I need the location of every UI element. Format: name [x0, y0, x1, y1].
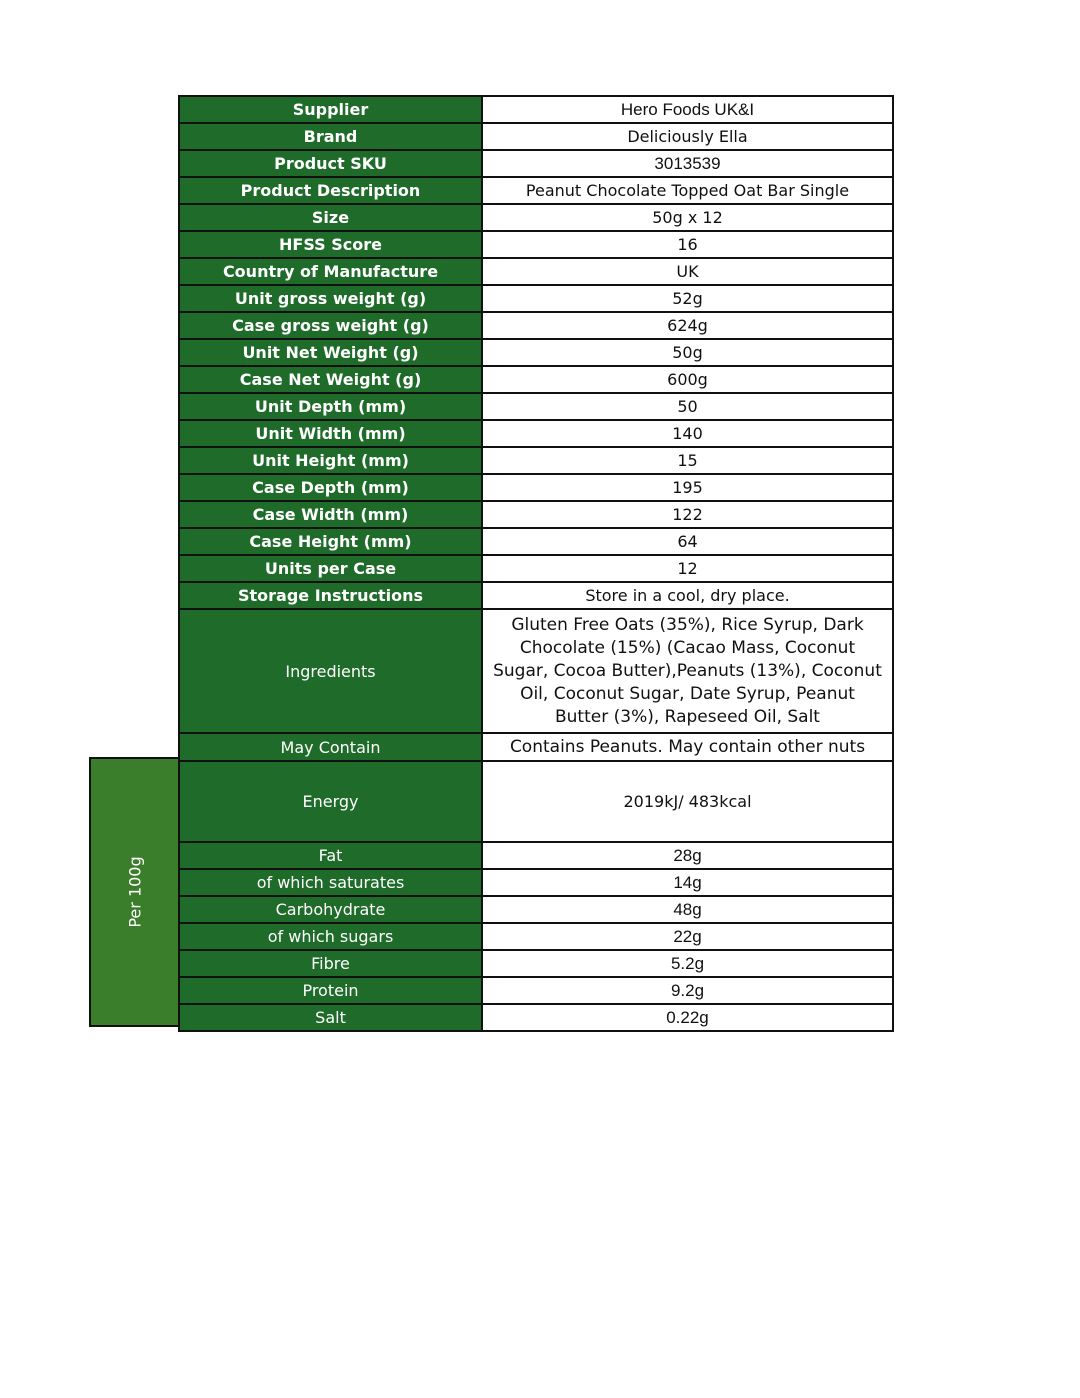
- spec-label: Unit Depth (mm): [179, 393, 482, 420]
- spec-label: Supplier: [179, 96, 482, 123]
- nutrition-label: Fat: [179, 842, 482, 869]
- spec-row-storage: [179, 582, 893, 609]
- spec-row-hfss-score: [179, 231, 893, 258]
- nutrition-row-protein: [179, 977, 893, 1004]
- spec-value: 624g: [482, 312, 893, 339]
- spec-row-case-net-weight: [179, 366, 893, 393]
- nutrition-label: Protein: [179, 977, 482, 1004]
- spec-row-unit-net-weight: [179, 339, 893, 366]
- spec-label: Unit gross weight (g): [179, 285, 482, 312]
- spec-row-units-per-case: [179, 555, 893, 582]
- spec-label: Size: [179, 204, 482, 231]
- nutrition-value: 48g: [482, 896, 893, 923]
- nutrition-value: 14g: [482, 869, 893, 896]
- nutrition-label: of which saturates: [179, 869, 482, 896]
- spec-label: Unit Width (mm): [179, 420, 482, 447]
- nutrition-row-sugars: [179, 923, 893, 950]
- spec-label: Unit Net Weight (g): [179, 339, 482, 366]
- nutrition-row-energy: [179, 761, 893, 842]
- nutrition-value: 22g: [482, 923, 893, 950]
- nutrition-label: of which sugars: [179, 923, 482, 950]
- nutrition-value: 28g: [482, 842, 893, 869]
- spec-label: May Contain: [179, 733, 482, 761]
- spec-row-unit-height: [179, 447, 893, 474]
- spec-label: Case Net Weight (g): [179, 366, 482, 393]
- spec-label: Case Depth (mm): [179, 474, 482, 501]
- spec-value: 122: [482, 501, 893, 528]
- spec-row-unit-gross-weight: [179, 285, 893, 312]
- spec-row-unit-width: [179, 420, 893, 447]
- spec-row-country: [179, 258, 893, 285]
- spec-row-sku: [179, 150, 893, 177]
- nutrition-row-salt: [179, 1004, 893, 1031]
- spec-value: Store in a cool, dry place.: [482, 582, 893, 609]
- per-100g-section-band: [89, 757, 178, 1027]
- spec-label: Country of Manufacture: [179, 258, 482, 285]
- spec-label: Units per Case: [179, 555, 482, 582]
- nutrition-value: 2019kJ/ 483kcal: [482, 761, 893, 842]
- spec-row-size: [179, 204, 893, 231]
- spec-value: 12: [482, 555, 893, 582]
- spec-value: 15: [482, 447, 893, 474]
- spec-label: Brand: [179, 123, 482, 150]
- nutrition-label: Energy: [179, 761, 482, 842]
- spec-value: 52g: [482, 285, 893, 312]
- spec-row-ingredients: [179, 609, 893, 733]
- spec-value: 3013539: [482, 150, 893, 177]
- nutrition-row-saturates: [179, 869, 893, 896]
- nutrition-row-fibre: [179, 950, 893, 977]
- spec-row-brand: [179, 123, 893, 150]
- spec-label: Case Height (mm): [179, 528, 482, 555]
- spec-row-case-depth: [179, 474, 893, 501]
- spec-label: Product SKU: [179, 150, 482, 177]
- nutrition-row-fat: [179, 842, 893, 869]
- spec-label: Product Description: [179, 177, 482, 204]
- spec-row-description: [179, 177, 893, 204]
- nutrition-value: 0.22g: [482, 1004, 893, 1031]
- product-spec-table: [178, 95, 894, 1032]
- spec-row-case-gross-weight: [179, 312, 893, 339]
- spec-row-unit-depth: [179, 393, 893, 420]
- spec-value: 600g: [482, 366, 893, 393]
- nutrition-label: Carbohydrate: [179, 896, 482, 923]
- spec-value: 50: [482, 393, 893, 420]
- nutrition-label: Fibre: [179, 950, 482, 977]
- spec-label: HFSS Score: [179, 231, 482, 258]
- nutrition-value: 5.2g: [482, 950, 893, 977]
- spec-value: 195: [482, 474, 893, 501]
- spec-value: 50g x 12: [482, 204, 893, 231]
- spec-row-may-contain: [179, 733, 893, 761]
- spec-label: Case Width (mm): [179, 501, 482, 528]
- nutrition-label: Salt: [179, 1004, 482, 1031]
- spec-value: 16: [482, 231, 893, 258]
- nutrition-value: 9.2g: [482, 977, 893, 1004]
- per-100g-label: Per 100g: [125, 856, 144, 928]
- spec-value: 64: [482, 528, 893, 555]
- spec-label: Case gross weight (g): [179, 312, 482, 339]
- spec-value: Deliciously Ella: [482, 123, 893, 150]
- spec-value: 50g: [482, 339, 893, 366]
- spec-value: Contains Peanuts. May contain other nuts: [482, 733, 893, 761]
- spec-value: Hero Foods UK&I: [482, 96, 893, 123]
- spec-row-supplier: [179, 96, 893, 123]
- nutrition-row-carbohydrate: [179, 896, 893, 923]
- spec-value: 140: [482, 420, 893, 447]
- spec-value: Peanut Chocolate Topped Oat Bar Single: [482, 177, 893, 204]
- spec-value: UK: [482, 258, 893, 285]
- spec-value: Gluten Free Oats (35%), Rice Syrup, Dark Chocolate (15%) (Cacao Mass, Coconut Sugar, Cocoa Butter),Peanuts (13%), Coconut Oil, Coconut Sugar, Date Syrup, Peanut Butter (3%), Rapeseed Oil, Salt: [482, 609, 893, 733]
- spec-label: Ingredients: [179, 609, 482, 733]
- spec-label: Storage Instructions: [179, 582, 482, 609]
- spec-row-case-width: [179, 501, 893, 528]
- spec-label: Unit Height (mm): [179, 447, 482, 474]
- spec-row-case-height: [179, 528, 893, 555]
